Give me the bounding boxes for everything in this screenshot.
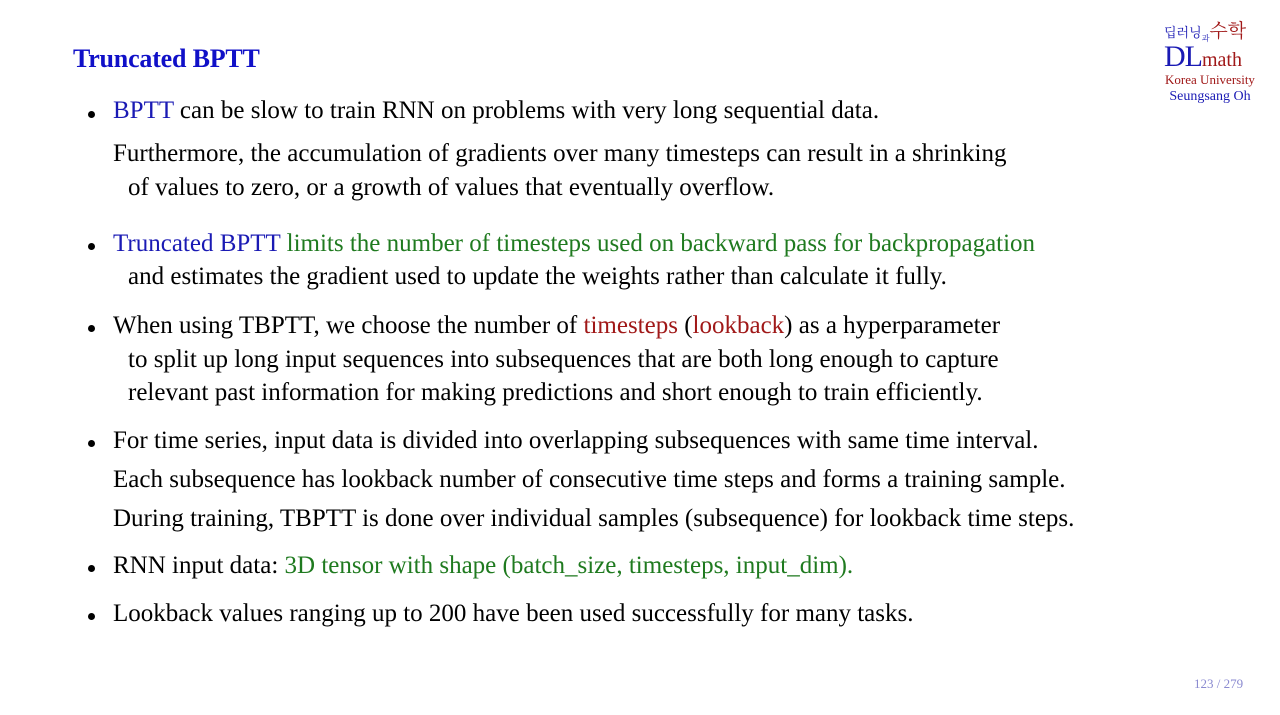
- bullet-2-line-2: and estimates the gradient used to update the weights rather than calculate it fully.: [128, 263, 947, 290]
- logo-korean-tiny: 과: [1201, 34, 1210, 43]
- bullet-5-pre: RNN input data:: [113, 552, 285, 579]
- bullet-marker: [88, 111, 95, 118]
- bullet-5-line-1: [113, 551, 853, 581]
- term-timesteps: timesteps: [583, 312, 678, 339]
- bullet-4-line-1: For time series, input data is divided into overlapping subsequences with same time interval.: [113, 427, 1039, 454]
- bullet-6-line-1: Lookback values ranging up to 200 have been used successfully for many tasks.: [113, 600, 914, 627]
- bullet-4-line-2: Each subsequence has lookback number of consecutive time steps and forms a training sample.: [113, 466, 1066, 493]
- bullet-1-line-3: of values to zero, or a growth of values that eventually overflow.: [128, 174, 775, 201]
- bullet-2-line-1: [113, 229, 1035, 259]
- logo-korean-big: 수학: [1209, 20, 1247, 42]
- logo-dl: DL: [1164, 40, 1202, 73]
- bullet-4-line-3: During training, TBPTT is done over individual samples (subsequence) for lookback time steps.: [113, 505, 1075, 532]
- bullet-3-mid: (: [677, 312, 693, 339]
- page-number: 123 / 279: [1194, 676, 1244, 691]
- bullet-marker: [88, 325, 95, 332]
- bullet-3-pre: When using TBPTT, we choose the number of: [113, 312, 584, 339]
- bullet-1-text: can be slow to train RNN on problems with very long sequential data.: [173, 97, 880, 124]
- bullet-3-post: ) as a hyperparameter: [784, 312, 1001, 339]
- bullet-marker: [88, 440, 95, 447]
- bullet-marker: [88, 565, 95, 572]
- bullet-3-line-1: [113, 311, 1000, 341]
- course-logo: [1150, 20, 1270, 110]
- bullet-marker: [88, 243, 95, 250]
- logo-university: Korea University: [1165, 72, 1255, 87]
- bullet-3-line-3: relevant past information for making predictions and short enough to train efficiently.: [128, 379, 983, 406]
- slide-title: Truncated BPTT: [73, 44, 260, 73]
- bullet-marker: [88, 613, 95, 620]
- bullet-1-line-2: Furthermore, the accumulation of gradients over many timesteps can result in a shrinking: [113, 140, 1007, 167]
- logo-dlmath: [1164, 42, 1242, 72]
- term-bptt: BPTT: [113, 97, 174, 124]
- bullet-2-highlight: limits the number of timesteps used on backward pass for backpropagation: [280, 230, 1036, 257]
- term-lookback: lookback: [692, 312, 785, 339]
- logo-math: math: [1202, 49, 1242, 71]
- term-truncated-bptt: Truncated BPTT: [113, 230, 281, 257]
- bullet-3-line-2: to split up long input sequences into subsequences that are both long enough to capture: [128, 346, 999, 373]
- logo-korean-small: 딥러닝: [1164, 26, 1202, 41]
- bullet-5-highlight: 3D tensor with shape (batch_size, timesteps, input_dim).: [284, 552, 854, 579]
- logo-author: Seungsang Oh: [1169, 89, 1251, 104]
- bullet-1-line-1: [113, 96, 879, 126]
